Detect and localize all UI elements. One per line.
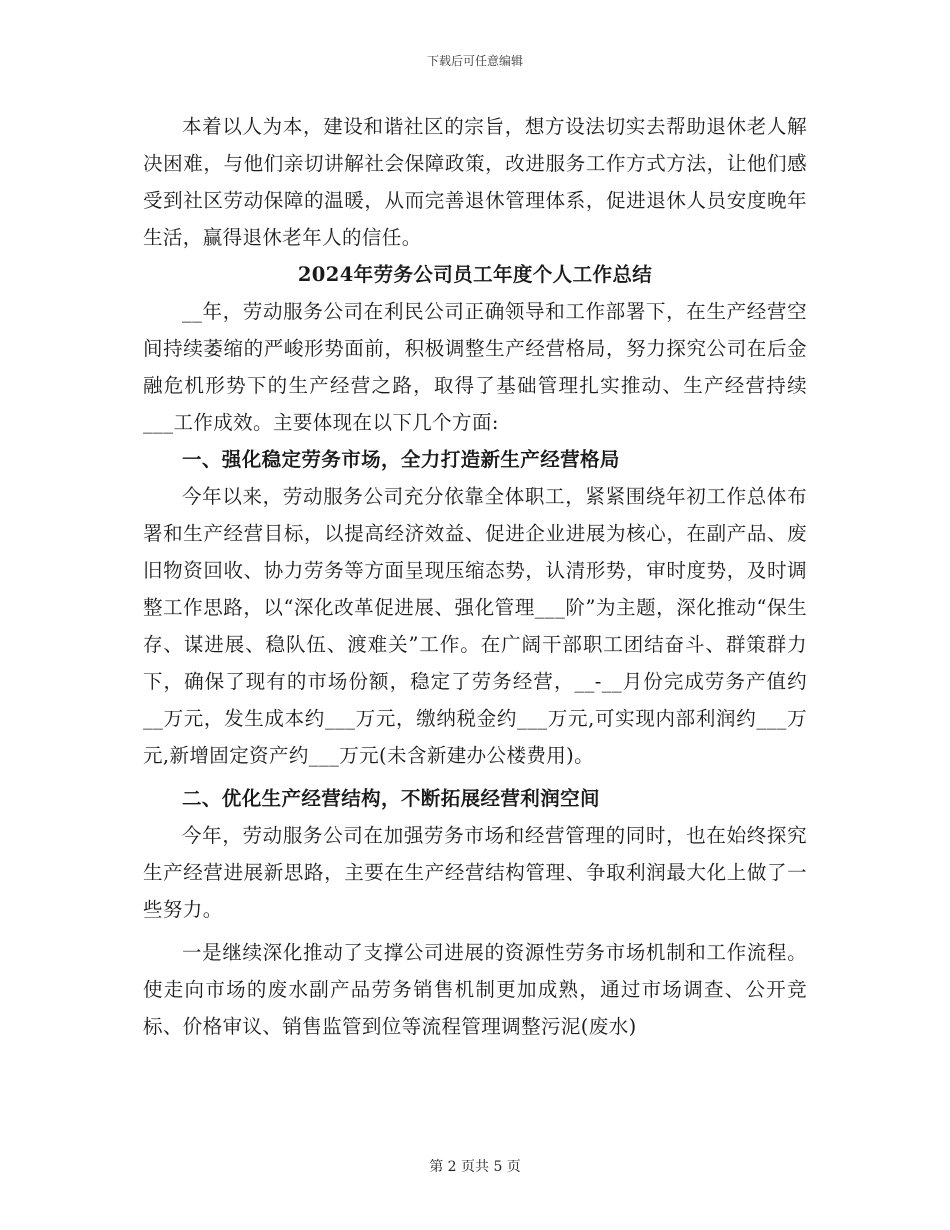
document-title: 2024年劳务公司员工年度个人工作总结 (297, 263, 653, 286)
paragraph-point-one: 一是继续深化推动了支撑公司进展的资源性劳务市场机制和工作流程。使走向市场的废水副产品劳务销售机制更加成熟，通过市场调查、公开竞标、价格审议、销售监管到位等流程管理调整污泥(废水) (143, 941, 807, 1038)
paragraph-market: 今年以来，劳动服务公司充分依靠全体职工，紧紧围绕年初工作总体布署和生产经营目标，以提高经济效益、促进企业进展为核心，在副产品、废旧物资回收、协力劳务等方面呈现压缩态势，认清形势，审时度势，及时调整工作思路，以“深化改革促进展、强化管理___阶”为主题，深化推动“保生存、谋进展、稳队伍、渡难关”工作。在广阔干部职工团结奋斗、群策群力下，确保了现有的市场份额，稳定了劳务经营，__-__月份完成劳务产值约__万元，发生成本约___万元，缴纳税金约___万元,可实现内部利润约___万元,新增固定资产约___万元(未含新建办公楼费用)。 (143, 485, 807, 767)
paragraph-overview: __年，劳动服务公司在利民公司正确领导和工作部署下，在生产经营空间持续萎缩的严峻形势面前，积极调整生产经营格局，努力探究公司在后金融危机形势下的生产经营之路，取得了基础管理扎实推动、生产经营持续___工作成效。主要体现在以下几个方面: (143, 300, 807, 434)
page-number: 第 2 页共 5 页 (429, 1159, 521, 1175)
section-heading-1: 一、强化稳定劳务市场，全力打造新生产经营格局 (182, 448, 620, 471)
header-note: 下载后可任意编辑 (426, 54, 523, 68)
intro-paragraph: 本着以人为本，建设和谐社区的宗旨，想方设法切实去帮助退休老人解决困难，与他们亲切讲解社会保障政策，改进服务工作方式方法，让他们感受到社区劳动保障的温暖，从而完善退休管理体系，促进退休人员安度晚年生活，赢得退休老年人的信任。 (143, 115, 807, 249)
paragraph-structure: 今年，劳动服务公司在加强劳务市场和经营管理的同时，也在始终探究生产经营进展新思路，主要在生产经营结构管理、争取利润最大化上做了一些努力。 (143, 824, 807, 921)
document-body (143, 108, 807, 1045)
section-heading-2: 二、优化生产经营结构，不断拓展经营利润空间 (182, 787, 600, 810)
